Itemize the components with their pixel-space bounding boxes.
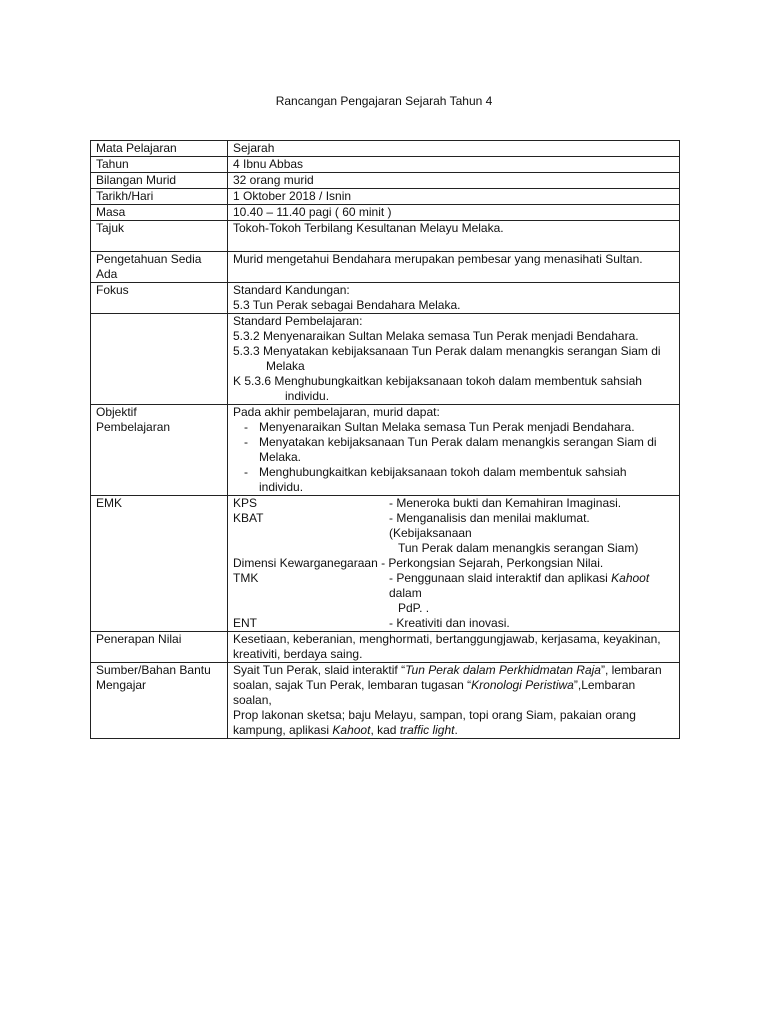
text-run: soalan, sajak Tun Perak, lembaran tugasan “ (233, 678, 472, 692)
table-row (91, 405, 680, 496)
label-line: Pembelajaran (96, 420, 171, 434)
row-value: 1 Oktober 2018 / Isnin (228, 189, 680, 205)
emk-item: Dimensi Kewarganegaraan - Perkongsian Sejarah, Perkongsian Nilai. (233, 556, 604, 570)
emk-label: TMK (233, 571, 259, 585)
emk-desc-continued: PdP. . (398, 601, 430, 615)
list-item-line: individu. (259, 480, 304, 494)
emk-desc-text: - Penggunaan slaid interaktif dan aplikasi (389, 571, 612, 585)
value-line: 5.3.2 Menyenaraikan Sultan Melaka semasa Tun Perak menjadi Bendahara. (233, 329, 639, 343)
bullet-dash: - (244, 465, 248, 479)
emk-desc: - Menganalisis dan menilai maklumat. (Kebijaksanaan (389, 511, 590, 540)
text-run: ”, lembaran (600, 663, 662, 677)
emk-label: KPS (233, 496, 258, 510)
lesson-plan-table (90, 140, 680, 739)
row-value: 4 Ibnu Abbas (228, 157, 680, 173)
row-value (228, 314, 680, 405)
list-item-text: Menyenaraikan Sultan Melaka semasa Tun Perak menjadi Bendahara. (259, 420, 635, 434)
row-value: Sejarah (228, 141, 680, 157)
list-item-line: Menyatakan kebijaksanaan Tun Perak dalam menangkis serangan Siam di (259, 435, 657, 449)
bullet-dash: - (244, 420, 248, 434)
emk-desc: - Kreativiti dan inovasi. (389, 616, 510, 630)
label-line: Ada (96, 267, 118, 281)
row-label: Fokus (91, 283, 228, 314)
table-row (91, 157, 680, 173)
row-value: Tokoh-Tokoh Terbilang Kesultanan Melayu Melaka. (228, 221, 680, 252)
row-label: Mata Pelajaran (91, 141, 228, 157)
emk-label: KBAT (233, 511, 264, 525)
table-row (91, 141, 680, 157)
row-label: Masa (91, 205, 228, 221)
value-line (233, 678, 675, 708)
table-row (91, 663, 680, 739)
text-run: , kad (370, 723, 400, 737)
table-row (91, 632, 680, 663)
table-row (91, 189, 680, 205)
list-item-line: Melaka. (259, 450, 302, 464)
row-label: Tajuk (91, 221, 228, 252)
italic-text: traffic light (399, 723, 455, 737)
table-row (91, 496, 680, 632)
value-line: kreativiti, berdaya saing. (233, 647, 363, 661)
emk-item (233, 511, 675, 541)
list-item (233, 420, 675, 435)
value-line: Standard Pembelajaran: (233, 314, 363, 328)
row-value: Murid mengetahui Bendahara merupakan pembesar yang menasihati Sultan. (228, 252, 680, 283)
label-line: Objektif (96, 405, 137, 419)
bullet-dash: - (244, 435, 248, 449)
emk-label: ENT (233, 616, 257, 630)
list-item (233, 465, 675, 495)
list-item (233, 435, 675, 465)
table-row (91, 221, 680, 252)
emk-desc-text: dalam (389, 586, 422, 600)
row-value (228, 405, 680, 496)
table-row (91, 205, 680, 221)
row-label (91, 252, 228, 283)
row-label (91, 314, 228, 405)
emk-desc (389, 571, 675, 601)
row-label: Bilangan Murid (91, 173, 228, 189)
table-row (91, 314, 680, 405)
emk-desc-continued: Tun Perak dalam menangkis serangan Siam) (398, 541, 639, 555)
value-line: Prop lakonan sketsa; baju Melayu, sampan, topi orang Siam, pakaian orang (233, 708, 636, 722)
label-line: Sumber/Bahan Bantu (96, 663, 211, 677)
text-run: kampung, aplikasi (233, 723, 333, 737)
text-run: ”,Lembaran soalan, (233, 678, 636, 707)
label-line: Mengajar (96, 678, 147, 692)
value-line: Melaka (266, 359, 305, 373)
value-line (233, 663, 675, 678)
label-line: Pengetahuan Sedia (96, 252, 202, 266)
row-value (228, 663, 680, 739)
list-item-text (259, 465, 627, 495)
row-value (228, 632, 680, 663)
row-label: Tarikh/Hari (91, 189, 228, 205)
italic-text: Kahoot (332, 723, 371, 737)
value-line: 5.3 Tun Perak sebagai Bendahara Melaka. (233, 298, 461, 312)
list-item-line: Menghubungkaitkan kebijaksanaan tokoh dalam membentuk sahsiah (259, 465, 627, 479)
row-label: Penerapan Nilai (91, 632, 228, 663)
table-row (91, 283, 680, 314)
value-line: K 5.3.6 Menghubungkaitkan kebijaksanaan tokoh dalam membentuk sahsiah (233, 374, 642, 388)
value-line: Kesetiaan, keberanian, menghormati, bertanggungjawab, kerjasama, keyakinan, (233, 632, 661, 646)
table-row (91, 173, 680, 189)
emk-desc-italic: Kahoot (611, 571, 650, 585)
row-label: EMK (91, 496, 228, 632)
value-line (233, 723, 675, 738)
list-item-text (259, 435, 657, 465)
italic-text: Tun Perak dalam Perkhidmatan Raja (405, 663, 601, 677)
row-label (91, 405, 228, 496)
value-line: individu. (285, 389, 330, 403)
row-label: Tahun (91, 157, 228, 173)
row-value: 10.40 – 11.40 pagi ( 60 minit ) (228, 205, 680, 221)
emk-item (233, 496, 675, 511)
text-run: . (454, 723, 458, 737)
row-label (91, 663, 228, 739)
page-title: Rancangan Pengajaran Sejarah Tahun 4 (275, 94, 493, 108)
italic-text: Kronologi Peristiwa (471, 678, 574, 692)
emk-desc: - Meneroka bukti dan Kemahiran Imaginasi. (389, 496, 622, 510)
emk-item (233, 571, 675, 601)
row-value (228, 283, 680, 314)
value-line: Standard Kandungan: (233, 283, 350, 297)
table-row (91, 252, 680, 283)
text-run: Syait Tun Perak, slaid interaktif “ (233, 663, 406, 677)
row-value: 32 orang murid (228, 173, 680, 189)
emk-item (233, 616, 675, 631)
value-line: Pada akhir pembelajaran, murid dapat: (233, 405, 440, 419)
row-value (228, 496, 680, 632)
value-line: 5.3.3 Menyatakan kebijaksanaan Tun Perak dalam menangkis serangan Siam di (233, 344, 661, 358)
